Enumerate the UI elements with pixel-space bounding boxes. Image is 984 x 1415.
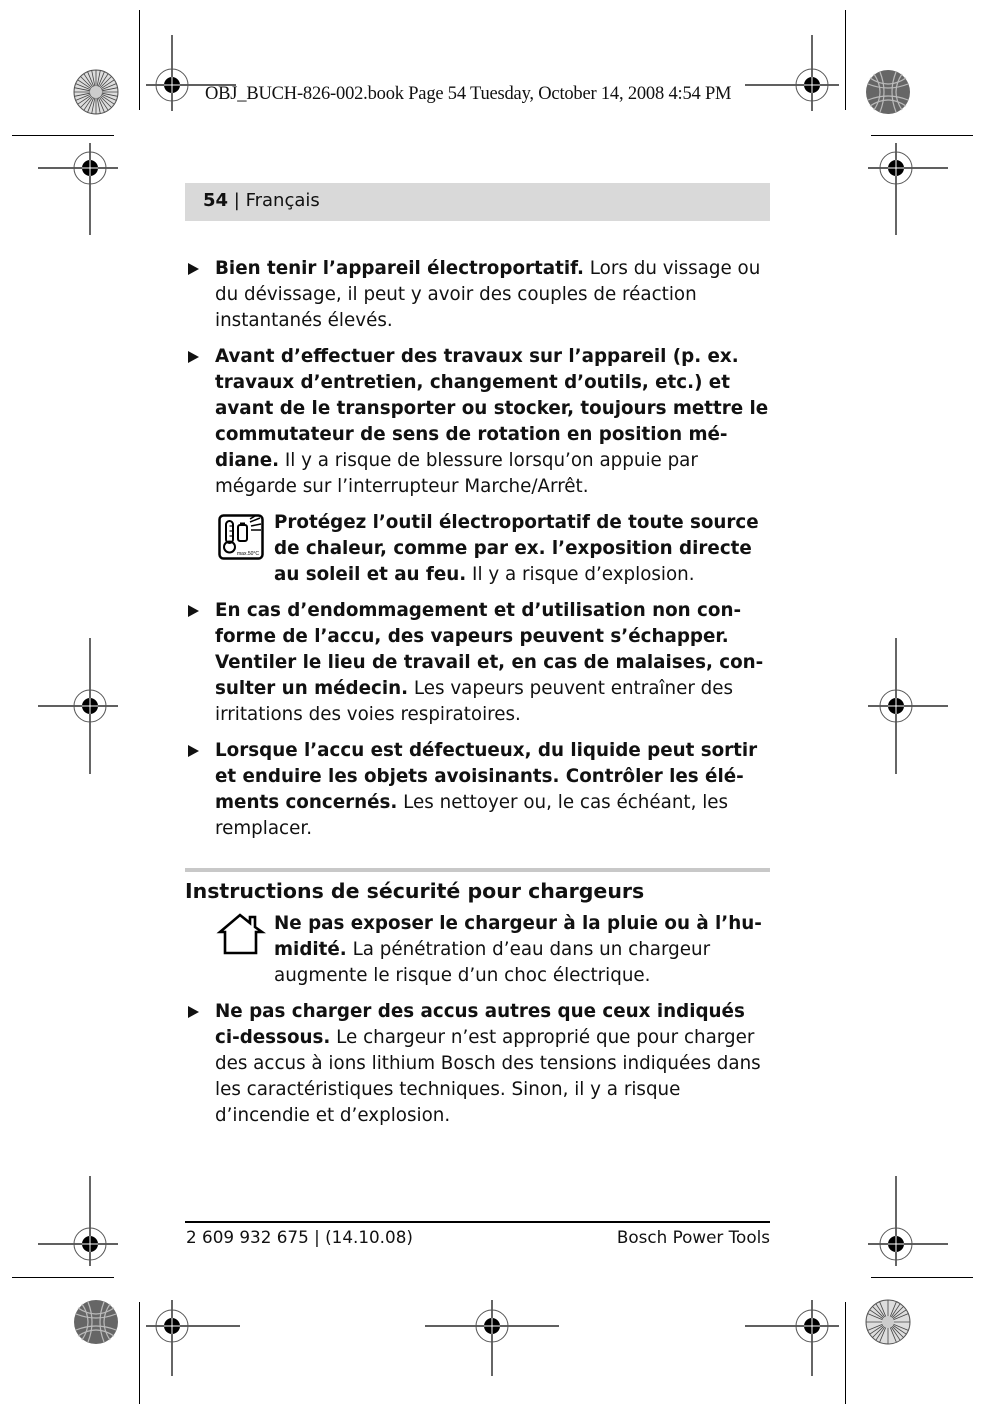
safety-item-bold: Avant d’effectuer des travaux sur l’appareil (p. ex. travaux d’entretien, changement d’outils, etc.) et avant de le transporter ou stocker, toujours mettre le commutateur de sens de rotation en position médiane.	[215, 346, 769, 471]
bullet-triangle-icon	[188, 263, 199, 275]
safety-item-text: Le chargeur n’est approprié que pour charger des accus à ions lithium Bosch des tensions indiquées dans les caractéristiques techniques. Sinon, il y a risque d’incendie et d’explosion.	[215, 1027, 761, 1126]
crop-mark	[12, 135, 114, 136]
registration-mark-icon	[38, 1176, 118, 1266]
crop-mark	[845, 10, 846, 110]
color-calibration-moire-icon	[72, 1298, 120, 1346]
registration-mark-icon	[146, 1300, 240, 1376]
svg-text:max.50°C: max.50°C	[237, 551, 260, 557]
crop-mark	[139, 10, 140, 110]
page-header	[185, 183, 770, 221]
safety-item	[188, 999, 773, 1129]
footer-brand: Bosch Power Tools	[616, 1227, 770, 1247]
heat-warning-bold: Protégez l’outil électroportatif de toute source de chaleur, comme par ex. l’exposition directe au soleil et au feu.	[274, 512, 759, 585]
heat-warning-notice	[188, 510, 773, 588]
crop-mark	[139, 1302, 140, 1404]
color-calibration-moire-icon	[864, 68, 912, 116]
safety-item-text: Les nettoyer ou, le cas échéant, les remplacer.	[215, 792, 729, 839]
safety-item-text: Il y a risque de blessure lorsqu’on appuie par mégarde sur l’interrupteur Marche/Arrêt.	[215, 450, 698, 497]
print-slug: OBJ_BUCH-826-002.book Page 54 Tuesday, October 14, 2008 4:54 PM	[205, 84, 732, 104]
section-heading: Instructions de sécurité pour chargeurs	[185, 879, 645, 903]
bullet-triangle-icon	[188, 1006, 199, 1018]
section-divider	[185, 868, 770, 872]
safety-item	[188, 598, 773, 728]
registration-mark-icon	[868, 143, 948, 235]
bullet-triangle-icon	[188, 745, 199, 757]
heat-warning-text: Il y a risque d’explosion.	[466, 564, 695, 585]
safety-item-text: Lors du vissage ou du dévissage, il peut y avoir des couples de réaction instantanés élevés.	[215, 258, 761, 331]
page-number: 54	[203, 190, 229, 211]
safety-item-bold: Ne pas charger des accus autres que ceux indiqués ci-dessous.	[215, 1001, 745, 1048]
footer-doc-number: 2 609 932 675 | (14.10.08)	[186, 1227, 413, 1247]
heat-protection-icon	[218, 514, 264, 560]
registration-mark-icon	[38, 638, 118, 774]
header-separator: |	[228, 190, 246, 211]
indoor-warning-text: La pénétration d’eau dans un chargeur augmente le risque d’un choc électrique.	[274, 939, 711, 986]
safety-item-text: Les vapeurs peuvent entraîner des irritations des voies respiratoires.	[215, 678, 734, 725]
crop-mark	[12, 1277, 114, 1278]
page-header-text	[203, 190, 320, 211]
safety-item	[188, 738, 773, 842]
crop-mark	[871, 1277, 973, 1278]
crop-mark	[871, 135, 973, 136]
bullet-triangle-icon	[188, 351, 199, 363]
registration-mark-icon	[745, 35, 839, 111]
registration-mark-icon	[868, 638, 948, 774]
page-language: Français	[245, 190, 320, 211]
registration-mark-icon	[745, 1300, 839, 1376]
registration-mark-icon	[868, 1176, 948, 1266]
safety-item	[188, 344, 773, 500]
crop-mark	[845, 1302, 846, 1404]
page-content	[185, 256, 773, 1139]
safety-item-bold: Bien tenir l’appareil électroportatif.	[215, 258, 584, 279]
indoor-use-notice	[188, 911, 773, 989]
registration-mark-icon	[425, 1300, 559, 1376]
safety-item-bold: En cas d’endommagement et d’utilisation non conforme de l’accu, des vapeurs peuvent s’échapper. Ventiler le lieu de travail et, en cas de malaises, consulter un médecin.	[215, 600, 764, 699]
indoor-warning-bold: Ne pas exposer le chargeur à la pluie ou à l’humidité.	[274, 913, 762, 960]
footer-rule	[185, 1221, 770, 1223]
safety-item-bold: Lorsque l’accu est défectueux, du liquide peut sortir et enduire les objets avoisinants. Contrôler les éléments concernés.	[215, 740, 758, 813]
safety-item	[188, 256, 773, 334]
registration-mark-icon	[38, 143, 118, 235]
color-calibration-starburst-icon	[72, 68, 120, 116]
bullet-triangle-icon	[188, 605, 199, 617]
color-calibration-starburst-icon	[864, 1298, 912, 1346]
indoor-use-house-icon	[216, 913, 266, 955]
